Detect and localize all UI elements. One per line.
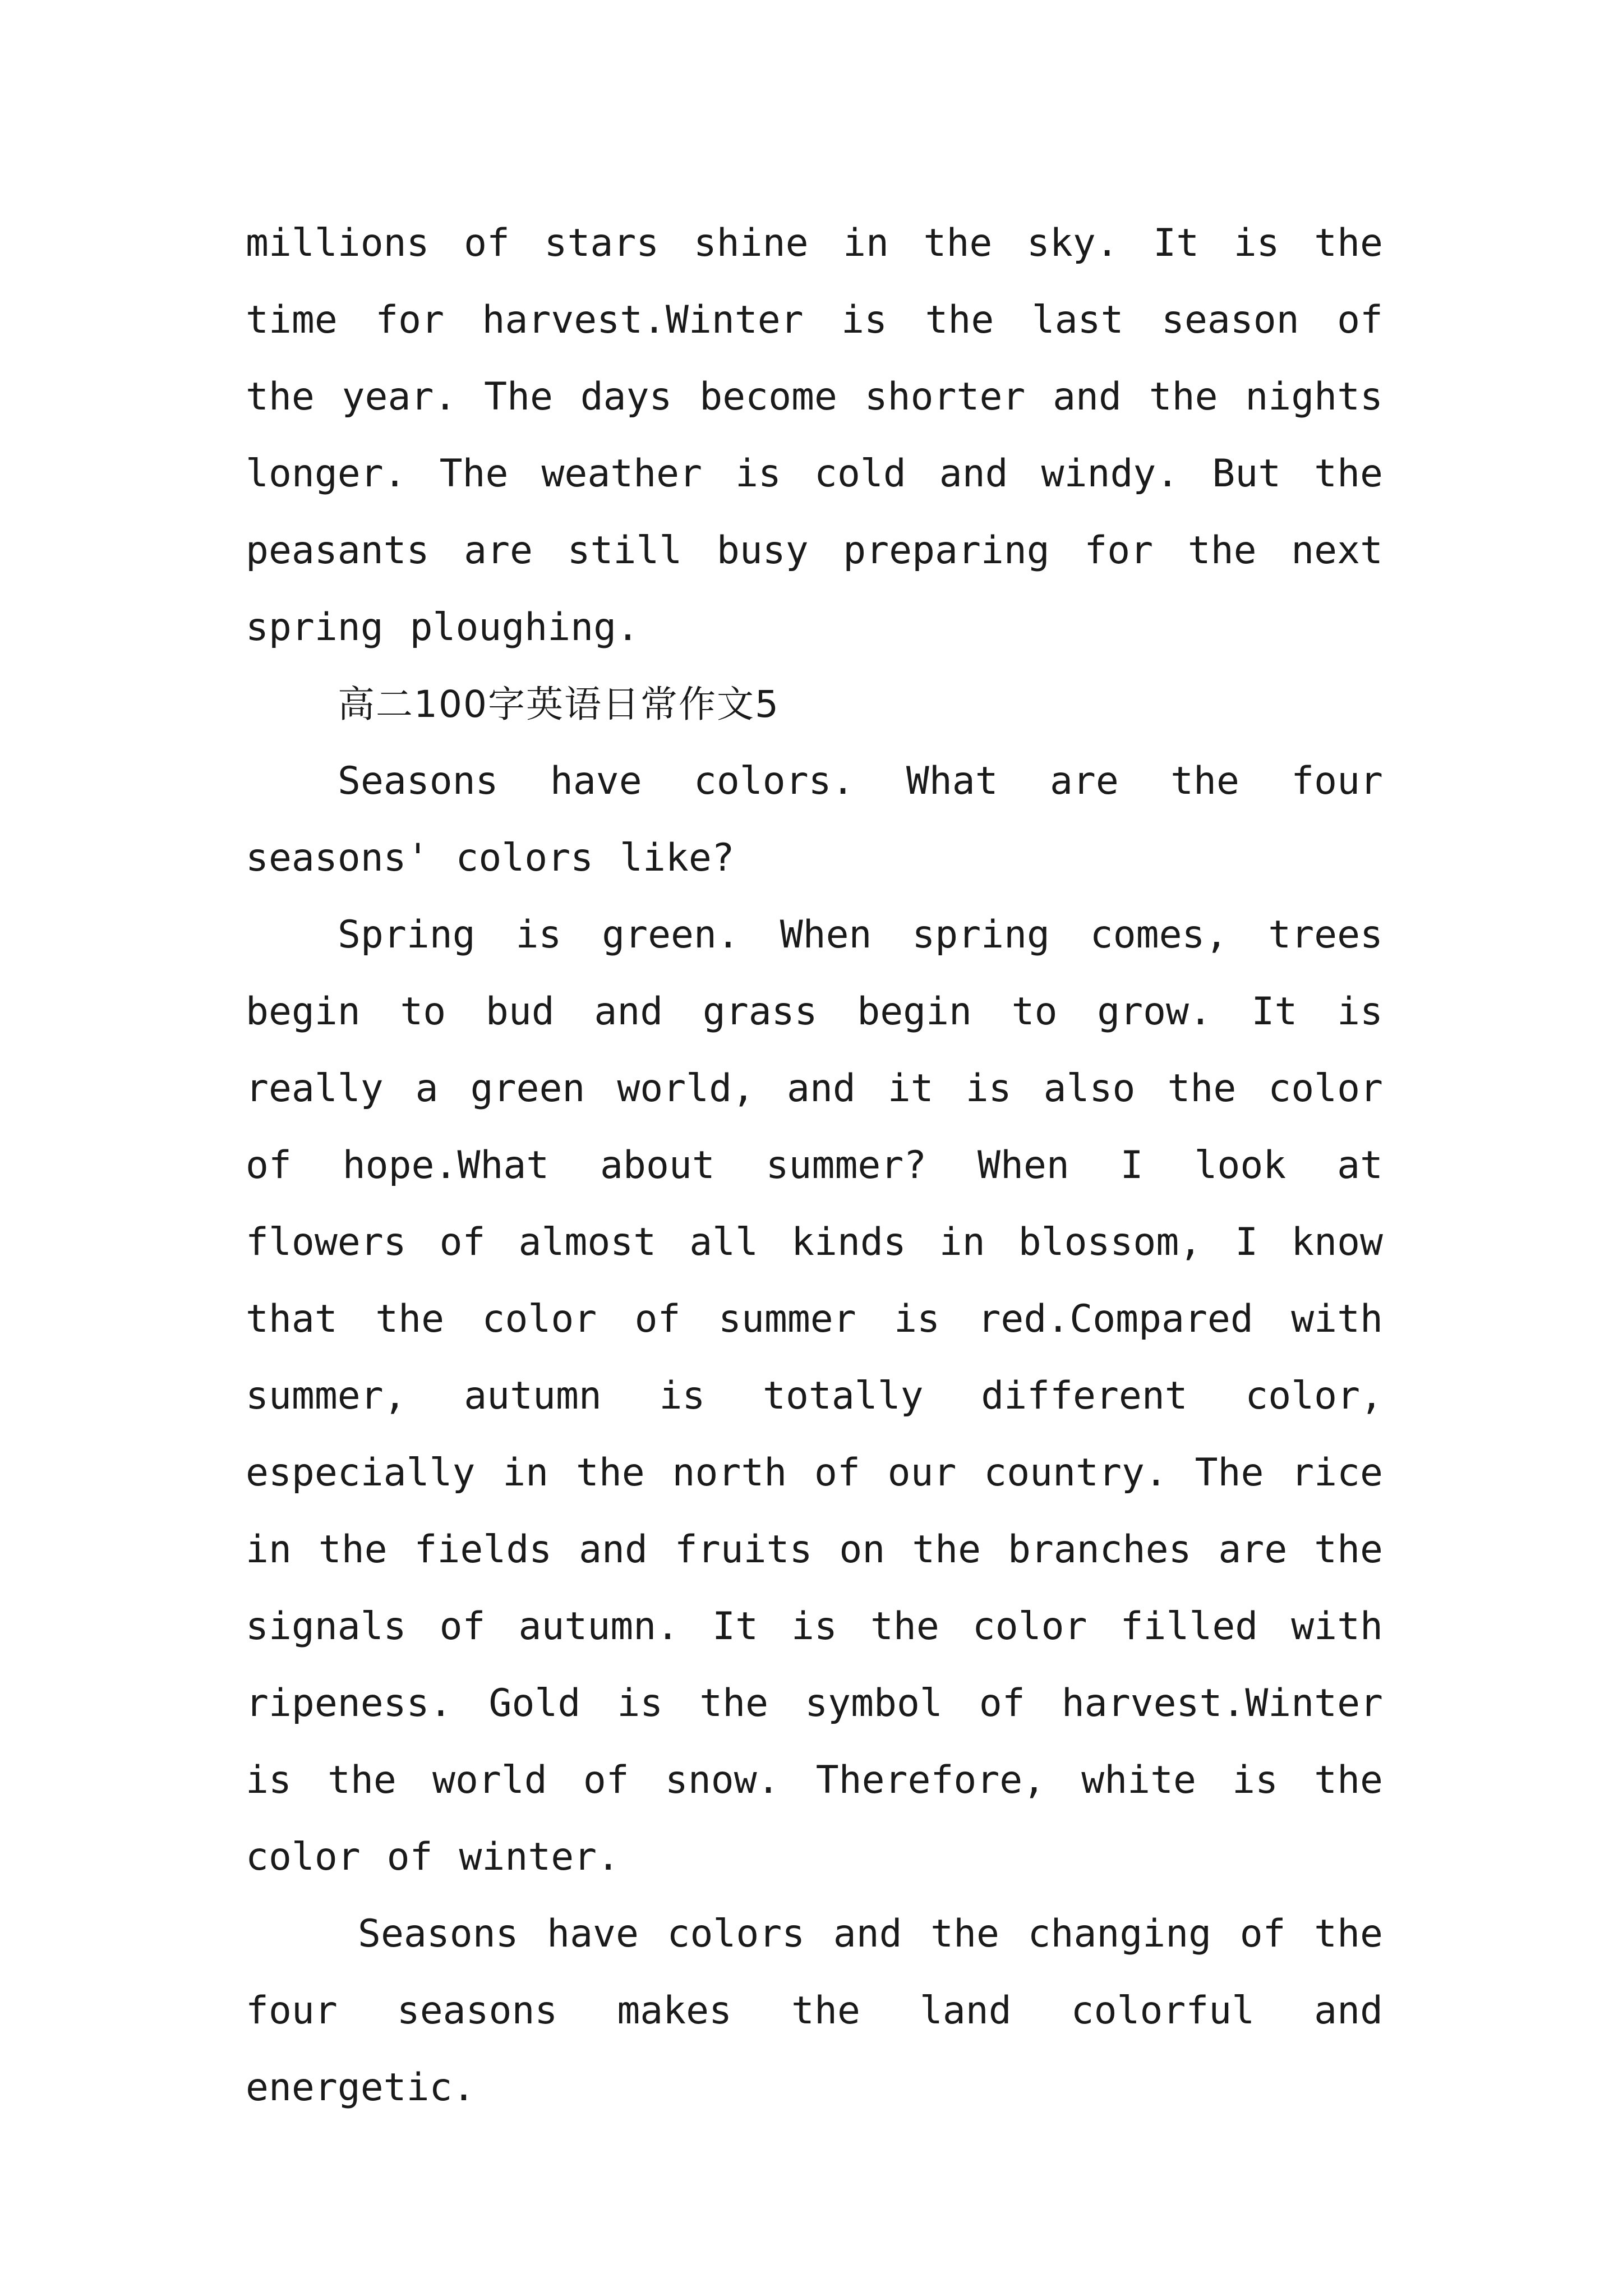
section-heading: 高二100字英语日常作文5: [338, 683, 780, 726]
paragraph-seasons-colors: Spring is green. When spring comes, trees begin to bud and grass begin to grow. It is really a green world, and it is also the color of hope.What about summer? When I look at flowers of almost all kinds in blossom, I know that the color of summer is red.Compared with summer, autumn is totally different color, especially in the north of our country. The rice in the fields and fruits on the branches are the signals of autumn. It is the color filled with ripeness. Gold is the symbol of harvest.Winter is the world of snow. Therefore, white is the color of winter.: [246, 913, 1383, 1879]
paragraph-intro: Seasons have colors. What are the four seasons' colors like?: [246, 759, 1383, 880]
continued-paragraph: millions of stars shine in the sky. It is the time for harvest.Winter is the last season of the year. The days become shorter and the nights longer. The weather is cold and windy. But the peasants are still busy preparing for the next spring ploughing.: [246, 221, 1383, 650]
paragraph-conclusion: Seasons have colors and the changing of the four seasons makes the land colorful and energetic.: [246, 1912, 1383, 2110]
document-body: [246, 205, 1383, 2126]
